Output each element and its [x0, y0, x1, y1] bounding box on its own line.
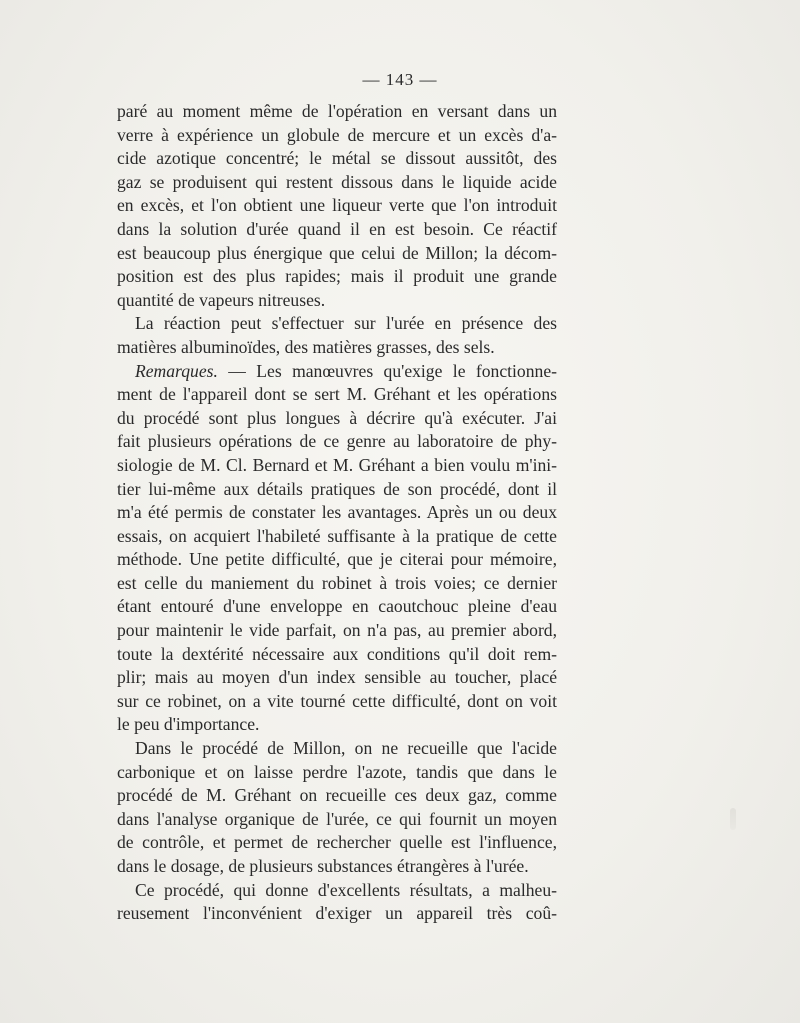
text-line: tier lui-même aux détails pratiques de son procédé, dont il: [117, 478, 557, 499]
text-line: sur ce robinet, on a vite tourné cette difficulté, dont on voit: [117, 690, 557, 711]
text-line: toute la dextérité nécessaire aux conditions qu'il doit rem-: [117, 643, 557, 664]
page-number: — 143 —: [362, 70, 438, 89]
text-line: gaz se produisent qui restent dissous dans le liquide acide: [117, 171, 557, 192]
text-line: plir; mais au moyen d'un index sensible au toucher, placé: [117, 667, 557, 688]
body-text: [117, 100, 557, 926]
text-line: méthode. Une petite difficulté, que je citerai pour mémoire,: [117, 549, 557, 570]
text-line: Ce procédé, qui donne d'excellents résultats, a malheu-: [135, 879, 557, 900]
text-line: étant entouré d'une enveloppe en caoutchouc pleine d'eau: [117, 596, 557, 617]
text-line: ment de l'appareil dont se sert M. Gréhant et les opérations: [117, 384, 557, 405]
scan-smudge: [730, 808, 736, 830]
text-line: est beaucoup plus énergique que celui de Millon; la décom-: [117, 242, 557, 263]
remarques-line: [117, 360, 557, 384]
text-line: de contrôle, et permet de rechercher quelle est l'influence,: [117, 832, 557, 853]
text-line: procédé de M. Gréhant on recueille ces deux gaz, comme: [117, 785, 557, 806]
text-line: est celle du maniement du robinet à trois voies; ce dernier: [117, 572, 557, 593]
text-line: verre à expérience un globule de mercure et un excès d'a-: [117, 124, 557, 145]
text-line: pour maintenir le vide parfait, on n'a pas, au premier abord,: [117, 620, 557, 641]
text-line: siologie de M. Cl. Bernard et M. Gréhant a bien voulu m'ini-: [117, 454, 557, 475]
text-line: essais, on acquiert l'habileté suffisante à la pratique de cette: [117, 525, 557, 546]
text-line: dans la solution d'urée quand il en est besoin. Ce réactif: [117, 218, 557, 239]
text-line: dans le dosage, de plusieurs substances étrangères à l'urée.: [117, 856, 529, 876]
text-line: fait plusieurs opérations de ce genre au laboratoire de phy-: [117, 431, 557, 452]
text-line: position est des plus rapides; mais il produit une grande: [117, 266, 557, 287]
text-line: le peu d'importance.: [117, 714, 260, 735]
text-line: en excès, et l'on obtient une liqueur verte que l'on introduit: [117, 195, 557, 216]
text-line: matières albuminoïdes, des matières grasses, des sels.: [117, 336, 495, 357]
text-line: carbonique et on laisse perdre l'azote, tandis que dans le: [117, 761, 557, 782]
text-line: paré au moment même de l'opération en versant dans un: [117, 101, 557, 121]
text-line: reusement l'inconvénient d'exiger un appareil très coû-: [117, 903, 557, 924]
text-line: du procédé sont plus longues à décrire qu'à exécuter. J'ai: [117, 407, 557, 428]
remarques-text: — Les manœuvres qu'exige le fonctionne-: [228, 360, 557, 381]
remarques-label: Remarques.: [135, 360, 218, 381]
text-line: Dans le procédé de Millon, on ne recueille que l'acide: [135, 738, 557, 759]
text-line: La réaction peut s'effectuer sur l'urée en présence des: [135, 313, 557, 334]
text-line: m'a été permis de constater les avantages. Après un ou deux: [117, 502, 557, 523]
text-line: cide azotique concentré; le métal se dissout aussitôt, des: [117, 148, 557, 169]
text-line: quantité de vapeurs nitreuses.: [117, 289, 326, 310]
text-line: dans l'analyse organique de l'urée, ce qui fournit un moyen: [117, 808, 557, 829]
